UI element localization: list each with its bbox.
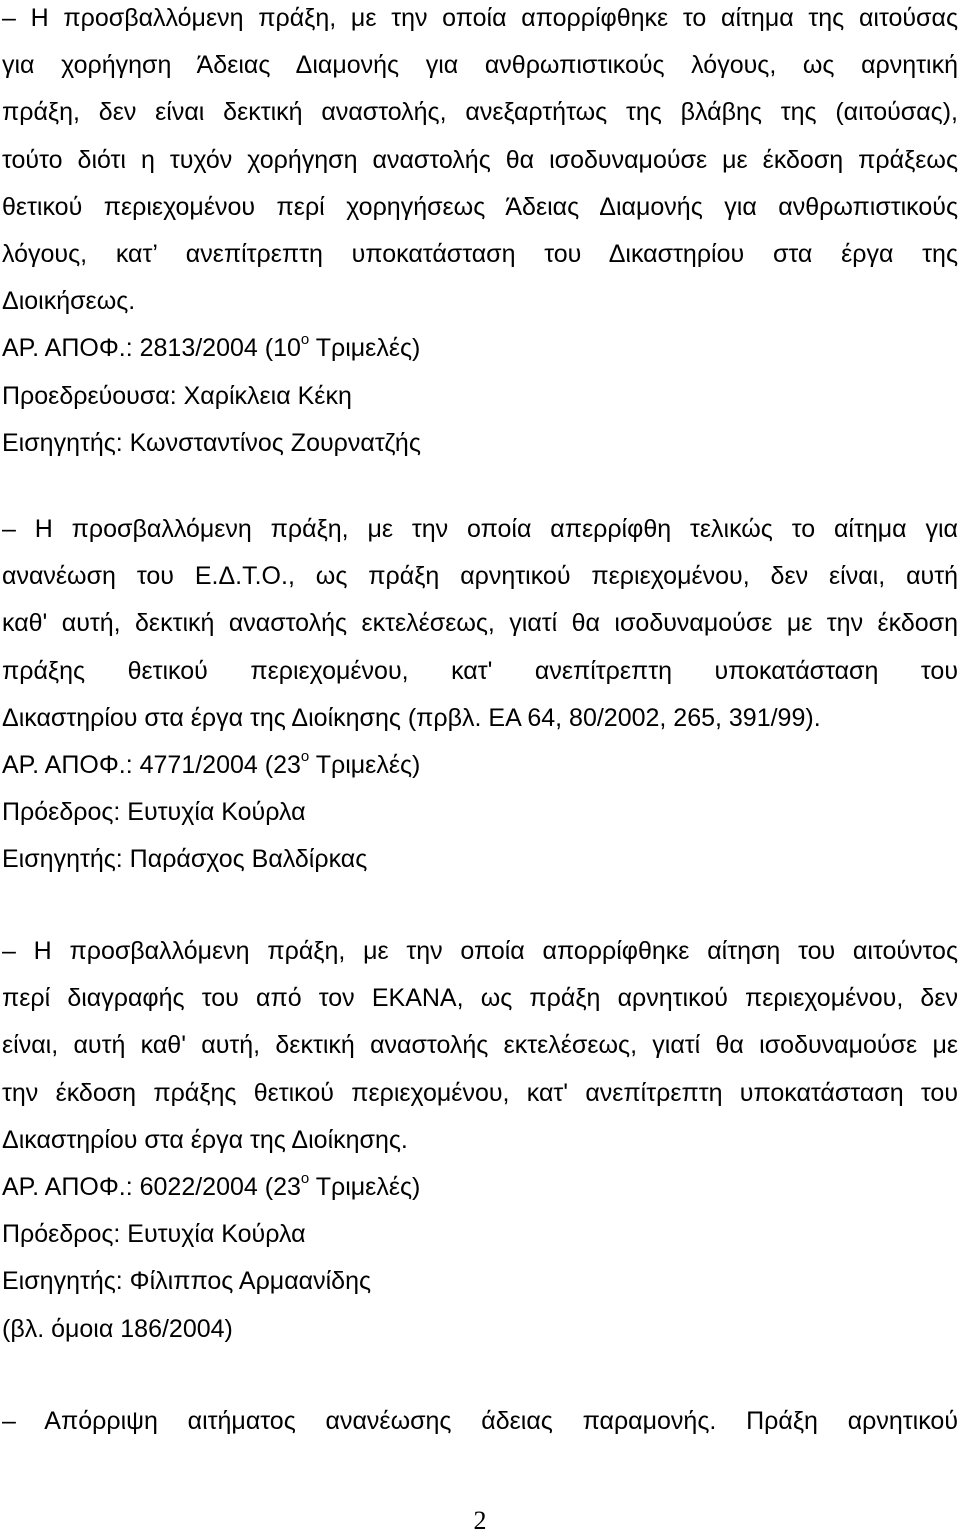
paragraph-line: – Η προσβαλλόμενη πράξη, με την οποία απορρίφθηκε αίτηση του αιτούντος — [2, 937, 958, 965]
rapporteur: Εισηγητής: Κωνσταντίνος Ζουρνατζής — [2, 428, 421, 457]
paragraph-line: είναι, αυτή καθ' αυτή, δεκτική αναστολής εκτελέσεως, γιατί θα ισοδυναμούσε με — [2, 1031, 958, 1060]
paragraph-line: – Η προσβαλλόμενη πράξη, με την οποία απορρίφθηκε το αίτημα της αιτούσας — [2, 4, 958, 32]
rapporteur: Εισηγητής: Φίλιππος Αρμαανίδης — [2, 1267, 372, 1296]
paragraph-line: – Απόρριψη αιτήματος ανανέωσης άδειας παραμονής. Πράξη αρνητικού — [2, 1407, 958, 1435]
paragraph-line: πράξης θετικού περιεχομένου, κατ' ανεπίτρεπτη υποκατάσταση του — [2, 656, 958, 685]
paragraph-line: λόγους, κατ’ ανεπίτρεπτη υποκατάσταση του Δικαστηρίου στα έργα της — [2, 239, 958, 268]
paragraph-line: τούτο διότι η τυχόν χορήγηση αναστολής θα ισοδυναμούσε με έκδοση πράξεως — [2, 145, 958, 174]
ruling-section-2 — [2, 506, 958, 884]
decision-number-text: ΑΡ. ΑΠΟΦ.: 6022/2004 (23 — [2, 1172, 301, 1201]
presiding-judge: Πρόεδρος: Ευτυχία Κούρλα — [2, 798, 306, 827]
paragraph-line: ανανέωση του Ε.Δ.Τ.Ο., ως πράξη αρνητικού περιεχομένου, δεν είναι, αυτή — [2, 562, 958, 591]
ordinal-superscript: ο — [300, 330, 310, 348]
decision-number-text: ΑΡ. ΑΠΟΦ.: 2813/2004 (10 — [2, 334, 301, 363]
paragraph-line: θετικού περιεχομένου περί χορηγήσεως Άδειας Διαμονής για ανθρωπιστικούς — [2, 192, 958, 221]
decision-number-text: ΑΡ. ΑΠΟΦ.: 4771/2004 (23 — [2, 750, 301, 779]
paragraph-line: την έκδοση πράξης θετικού περιεχομένου, κατ' ανεπίτρεπτη υποκατάσταση του — [2, 1078, 958, 1107]
presiding-judge: Πρόεδρος: Ευτυχία Κούρλα — [2, 1220, 306, 1249]
decision-number — [2, 325, 958, 372]
paragraph-line: πράξη, δεν είναι δεκτική αναστολής, ανεξαρτήτως της βλάβης της (αιτούσας), — [2, 98, 958, 127]
paragraph-line: περί διαγραφής του από τον ΕΚΑΝΑ, ως πράξη αρνητικού περιεχομένου, δεν — [2, 984, 958, 1013]
court-composition: Τριμελές) — [309, 1172, 421, 1201]
court-composition: Τριμελές) — [309, 750, 421, 779]
page-number: 2 — [473, 1506, 487, 1535]
ruling-section-4 — [2, 1398, 958, 1445]
ruling-section-3 — [2, 928, 958, 1353]
related-decision-note: (βλ. όμοια 186/2004) — [2, 1314, 233, 1343]
paragraph-line: – Η προσβαλλόμενη πράξη, με την οποία απερρίφθη τελικώς το αίτημα για — [2, 515, 958, 543]
court-composition: Τριμελές) — [309, 334, 421, 363]
paragraph-line: Διοικήσεως. — [2, 287, 136, 316]
paragraph-line: Δικαστηρίου στα έργα της Διοίκησης (πρβλ. ΕΑ 64, 80/2002, 265, 391/99). — [2, 703, 821, 732]
ordinal-superscript: ο — [300, 1169, 310, 1187]
rapporteur: Εισηγητής: Παράσχος Βαλδίρκας — [2, 845, 368, 874]
ruling-section-1 — [2, 0, 958, 467]
presiding-judge: Προεδρεύουσα: Χαρίκλεια Κέκη — [2, 381, 352, 410]
paragraph-line: Δικαστηρίου στα έργα της Διοίκησης. — [2, 1125, 408, 1154]
paragraph-line: καθ' αυτή, δεκτική αναστολής εκτελέσεως, γιατί θα ισοδυναμούσε με την έκδοση — [2, 609, 958, 638]
decision-number — [2, 742, 958, 789]
paragraph-line: για χορήγηση Άδειας Διαμονής για ανθρωπιστικούς λόγους, ως αρνητική — [2, 51, 958, 80]
decision-number — [2, 1164, 958, 1211]
ordinal-superscript: ο — [300, 747, 310, 765]
